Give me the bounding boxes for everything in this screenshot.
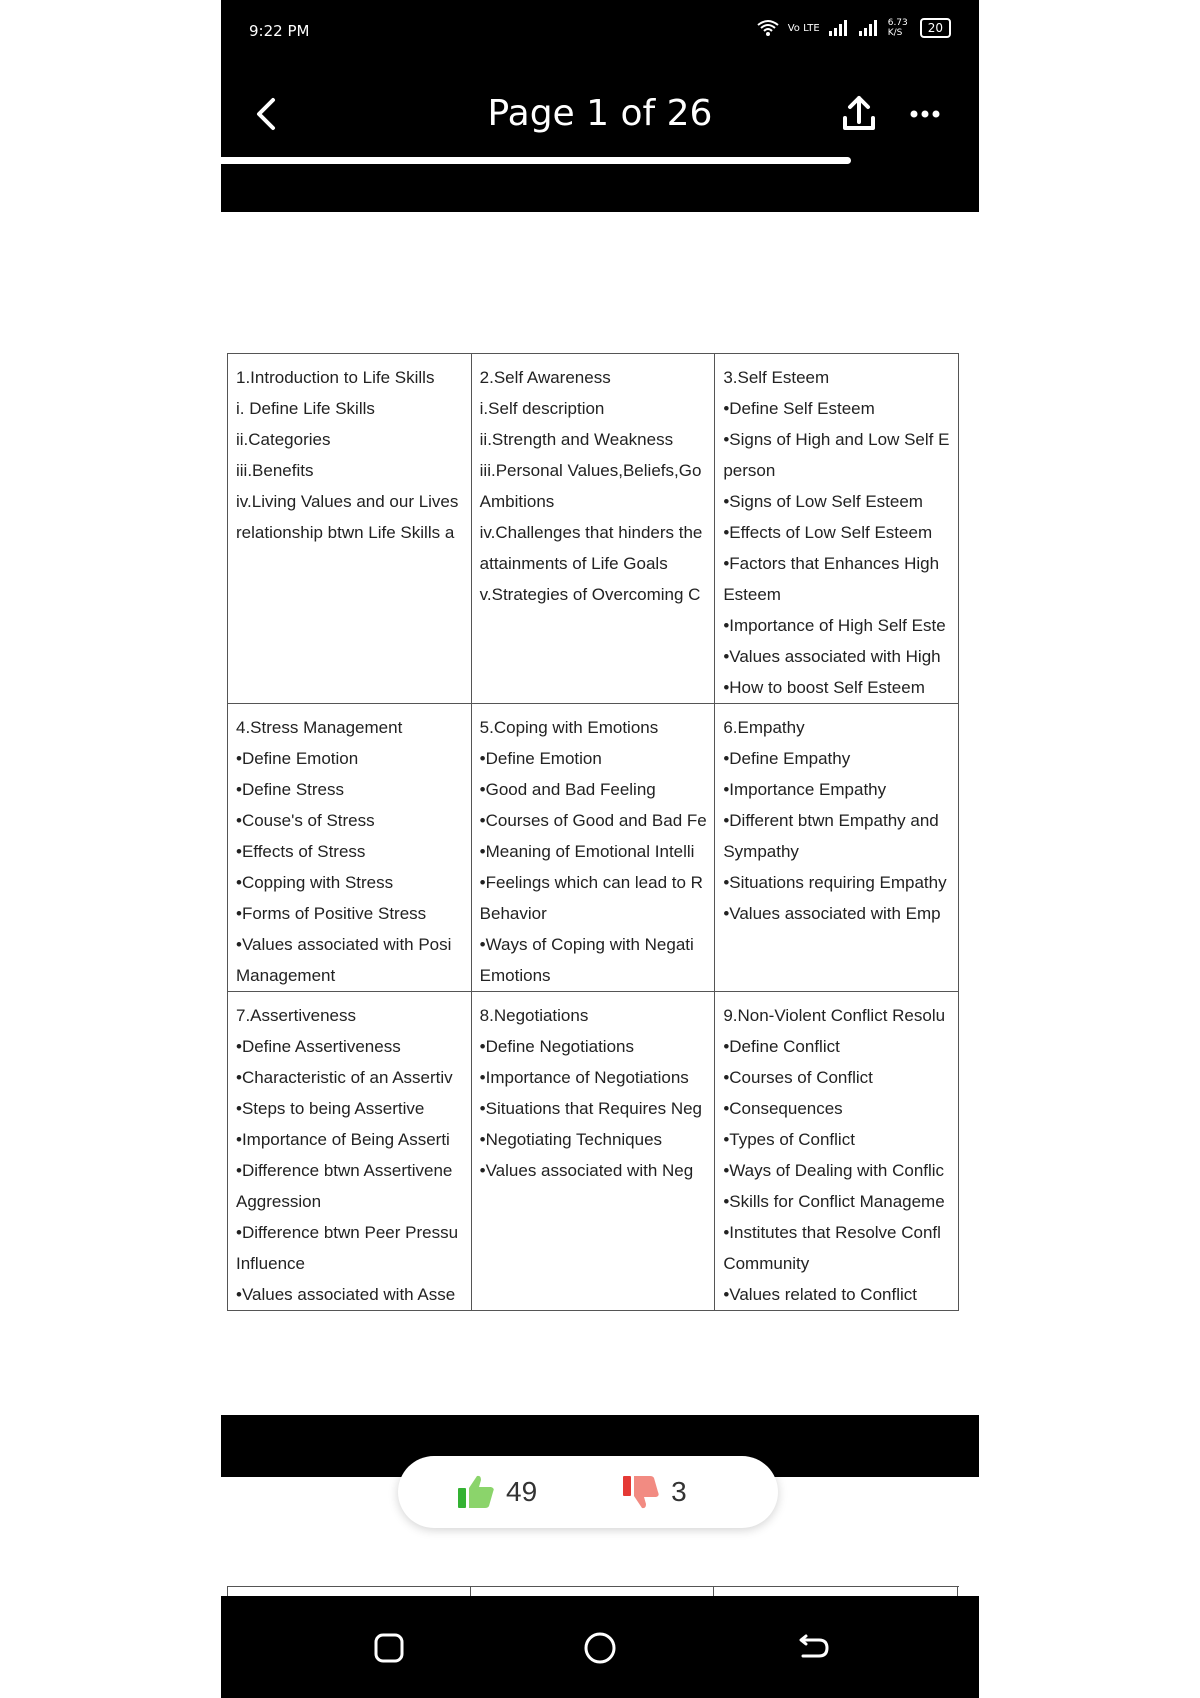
cell-line: •Effects of Low Self Esteem	[723, 523, 933, 542]
cell-line: •Importance of High Self Este	[723, 616, 946, 635]
table-cell	[471, 704, 715, 992]
cell-line: •Define Empathy	[723, 749, 851, 768]
cell-line: iv.Living Values and our Lives	[236, 492, 459, 511]
top-bar	[221, 0, 979, 212]
table-cell	[471, 992, 715, 1311]
cell-line: •Values associated with Posi	[236, 935, 452, 954]
cell-line: attainments of Life Goals	[479, 554, 668, 573]
document-page[interactable]	[227, 353, 957, 1304]
cell-line: •Characteristic of an Assertiv	[236, 1068, 453, 1087]
cell-line: iii.Personal Values,Beliefs,Go	[479, 461, 702, 480]
cell-line: ii.Categories	[236, 430, 331, 449]
cell-line: •Importance of Being Asserti	[236, 1130, 450, 1149]
cell-line: iii.Benefits	[236, 461, 314, 480]
table-cell	[715, 704, 959, 992]
cell-line: •Define Emotion	[236, 749, 359, 768]
status-bar	[221, 0, 979, 62]
cell-line: •Negotiating Techniques	[479, 1130, 663, 1149]
cell-heading: 9.Non-Violent Conflict Resolu	[723, 1006, 946, 1025]
cell-line: Management	[236, 966, 336, 985]
thumbs-down-icon	[621, 1474, 661, 1510]
cell-line: •Consequences	[723, 1099, 843, 1118]
cell-line: •Difference btwn Peer Pressu	[236, 1223, 459, 1242]
status-icons	[756, 18, 951, 38]
upvote-count: 49	[506, 1476, 538, 1507]
table-cell	[228, 992, 472, 1311]
status-time: 9:22 PM	[249, 22, 310, 40]
recents-icon	[367, 1626, 411, 1670]
cell-line: •Ways of Coping with Negati	[479, 935, 694, 954]
cell-line: •Ways of Dealing with Conflic	[723, 1161, 945, 1180]
cell-line: •Values related to Conflict	[723, 1285, 917, 1304]
cell-line: •Define Assertiveness	[236, 1037, 401, 1056]
cell-line: •Importance Empathy	[723, 780, 887, 799]
cell-heading: 4.Stress Management	[236, 718, 403, 737]
cell-line: •Factors that Enhances High	[723, 554, 940, 573]
cell-line: Community	[723, 1254, 810, 1273]
cell-line: v.Strategies of Overcoming C	[479, 585, 701, 604]
cell-line: •Define Conflict	[723, 1037, 840, 1056]
share-button[interactable]	[839, 92, 879, 136]
table-row	[228, 704, 959, 992]
table-row	[228, 992, 959, 1311]
cell-line: •Difference btwn Assertivene	[236, 1161, 453, 1180]
cell-heading: 5.Coping with Emotions	[479, 718, 659, 737]
volte-label: Vo LTE	[787, 22, 820, 34]
upvote-button[interactable]	[456, 1474, 537, 1510]
cell-line: •Steps to being Assertive	[236, 1099, 425, 1118]
cell-heading: 8.Negotiations	[479, 1006, 589, 1025]
cell-line: Aggression	[236, 1192, 322, 1211]
cell-line: •Importance of Negotiations	[479, 1068, 689, 1087]
signal-icon-2	[858, 20, 880, 36]
cell-line: •Types of Conflict	[723, 1130, 855, 1149]
cell-line: •Good and Bad Feeling	[479, 780, 656, 799]
syllabus-table	[227, 353, 959, 1311]
network-speed: 6.73 K/S	[887, 18, 908, 38]
cell-line: •Forms of Positive Stress	[236, 904, 427, 923]
table-cell	[228, 704, 472, 992]
signal-icon	[828, 20, 850, 36]
cell-line: •Signs of High and Low Self E	[723, 430, 950, 449]
cell-line: •Values associated with Asse	[236, 1285, 456, 1304]
cell-line: •Courses of Conflict	[723, 1068, 873, 1087]
cell-line: •Define Emotion	[479, 749, 602, 768]
downvote-button[interactable]	[621, 1474, 687, 1510]
cell-line: •Situations that Requires Neg	[479, 1099, 703, 1118]
wifi-icon	[756, 19, 780, 37]
cell-line: Behavior	[479, 904, 547, 923]
more-icon	[909, 92, 941, 136]
more-button[interactable]	[909, 92, 941, 149]
phone-screen	[221, 0, 979, 1698]
downvote-count: 3	[671, 1476, 687, 1507]
table-cell	[471, 354, 715, 704]
thumbs-up-icon	[456, 1474, 496, 1510]
vote-pill	[398, 1456, 778, 1528]
cell-line: Esteem	[723, 585, 781, 604]
cell-line: •Define Stress	[236, 780, 344, 799]
cell-heading: 6.Empathy	[723, 718, 805, 737]
share-icon	[839, 92, 879, 136]
cell-line: relationship btwn Life Skills a	[236, 523, 455, 542]
cell-line: •Couse's of Stress	[236, 811, 375, 830]
cell-line: •Signs of Low Self Esteem	[723, 492, 923, 511]
home-icon	[578, 1626, 622, 1670]
cell-heading: 7.Assertiveness	[236, 1006, 356, 1025]
cell-line: •Situations requiring Empathy	[723, 873, 947, 892]
cell-line: •How to boost Self Esteem	[723, 678, 925, 697]
cell-heading: 1.Introduction to Life Skills	[236, 368, 435, 387]
cell-line: Influence	[236, 1254, 305, 1273]
table-row	[228, 354, 959, 704]
table-cell	[715, 354, 959, 704]
nav-back-icon	[791, 1626, 835, 1670]
cell-line: Sympathy	[723, 842, 799, 861]
cell-line: i. Define Life Skills	[236, 399, 375, 418]
cell-line: •Skills for Conflict Manageme	[723, 1192, 945, 1211]
cell-line: •Values associated with Emp	[723, 904, 941, 923]
home-button[interactable]	[578, 1626, 622, 1670]
cell-line: •Institutes that Resolve Confl	[723, 1223, 941, 1242]
title-bar	[221, 70, 979, 160]
cell-line: Ambitions	[479, 492, 555, 511]
cell-line: •Different btwn Empathy and	[723, 811, 939, 830]
recents-button[interactable]	[367, 1626, 411, 1670]
cell-line: •Values associated with Neg	[479, 1161, 694, 1180]
cell-line: •Define Negotiations	[479, 1037, 634, 1056]
table-cell	[228, 354, 472, 704]
cell-line: iv.Challenges that hinders the	[479, 523, 703, 542]
cell-line: •Values associated with High	[723, 647, 941, 666]
page-title: Page 1 of 26	[487, 93, 713, 134]
cell-line: •Courses of Good and Bad Fe	[479, 811, 707, 830]
cell-line: ii.Strength and Weakness	[479, 430, 674, 449]
cell-line: •Define Self Esteem	[723, 399, 875, 418]
cell-line: Emotions	[479, 966, 551, 985]
cell-heading: 3.Self Esteem	[723, 368, 830, 387]
battery-indicator: 20	[920, 18, 951, 38]
table-cell	[715, 992, 959, 1311]
system-back-button[interactable]	[791, 1626, 835, 1670]
cell-line: person	[723, 461, 776, 480]
cell-line: •Copping with Stress	[236, 873, 394, 892]
navigation-bar	[221, 1596, 979, 1698]
cell-heading: 2.Self Awareness	[479, 368, 611, 387]
cell-line: •Effects of Stress	[236, 842, 366, 861]
cell-line: i.Self description	[479, 399, 605, 418]
reading-progress-bar	[221, 157, 851, 164]
cell-line: •Feelings which can lead to R	[479, 873, 703, 892]
cell-line: •Meaning of Emotional Intelli	[479, 842, 695, 861]
